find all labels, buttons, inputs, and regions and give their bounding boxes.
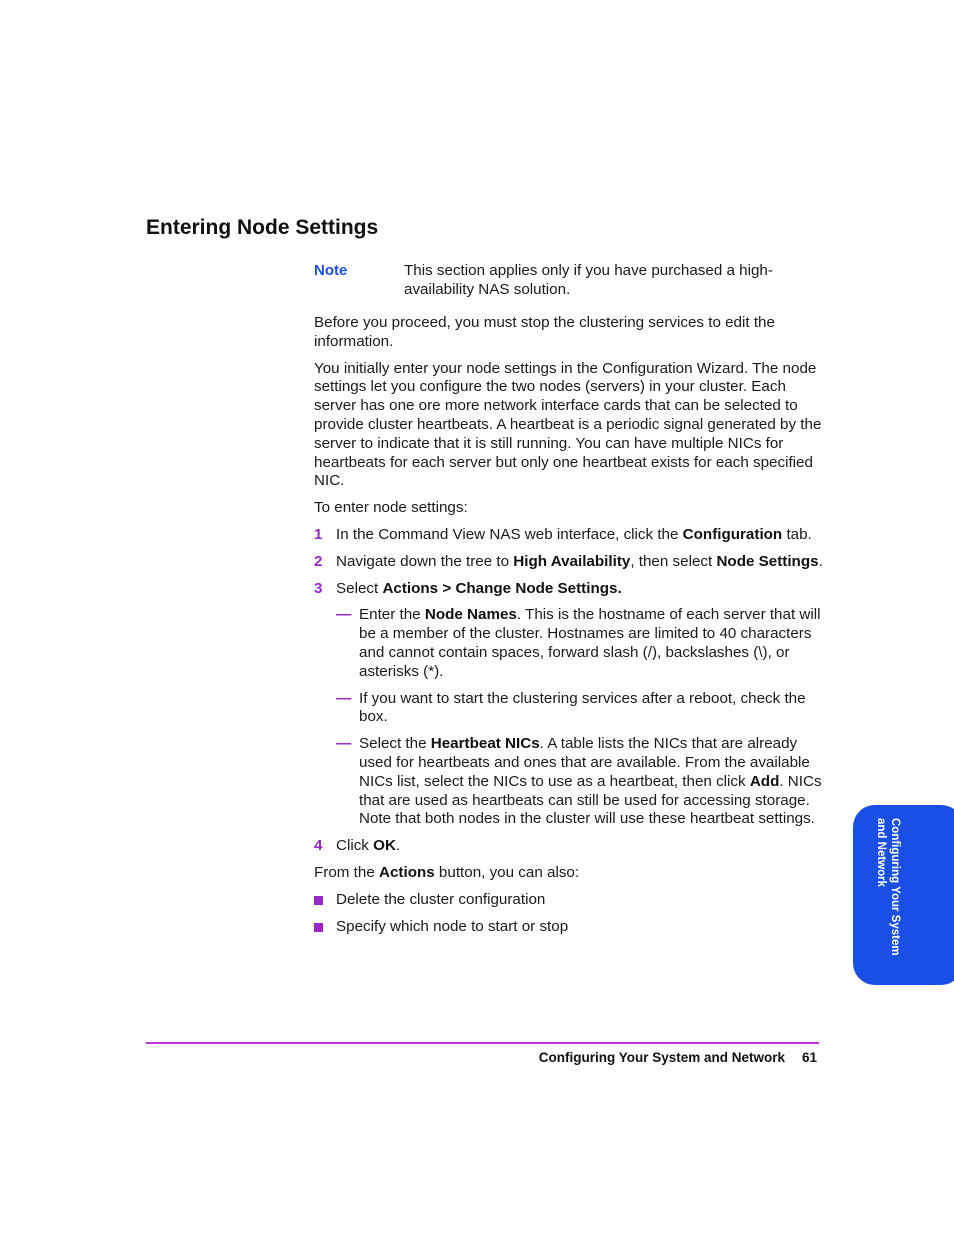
bullet-item (314, 918, 824, 937)
square-bullet-icon (314, 923, 323, 932)
paragraph-text: From the (314, 863, 379, 881)
step-bold: OK (373, 837, 396, 855)
body-content (314, 314, 824, 944)
step-2 (314, 553, 824, 572)
section-heading: Entering Node Settings (146, 216, 379, 239)
substep-bold: Node Names (424, 606, 517, 624)
step-3 (314, 580, 824, 599)
bullet-text: Delete the cluster configuration (336, 890, 546, 908)
substep-reboot (314, 690, 824, 728)
step-bold: High Availability (513, 552, 631, 570)
dash-marker: — (336, 606, 352, 624)
step-text: Click (336, 837, 374, 855)
step-bold: Actions > Change Node Settings. (382, 579, 622, 597)
step-text: . (818, 552, 823, 570)
step-1 (314, 526, 824, 545)
step-number: 2 (314, 552, 323, 570)
substep-bold: Add (749, 772, 780, 790)
step-number: 1 (314, 525, 323, 543)
dash-marker: — (336, 689, 352, 707)
step-number: 3 (314, 579, 323, 597)
bullet-text: Specify which node to start or stop (336, 917, 569, 935)
step-4 (314, 837, 824, 856)
step-text: Select (336, 579, 383, 597)
paragraph-from-actions (314, 864, 824, 883)
bullet-item (314, 891, 824, 910)
chapter-side-tab-label: Configuring Your System and Network (875, 818, 901, 956)
step-number: 4 (314, 837, 323, 855)
note-label: Note (314, 262, 348, 279)
substep-text: . A table lists the NICs that are already used for heartbeats and ones that are available. From the available NICs list, select the NICs to use as a heartbeat, then click (359, 735, 810, 790)
step-bold: Configuration (682, 525, 783, 543)
substep-text: Select the (359, 735, 431, 753)
square-bullet-icon (314, 896, 323, 905)
substep-heartbeat-nics (314, 735, 824, 829)
note-text: This section applies only if you have purchased a high-availability NAS solution. (404, 262, 773, 298)
paragraph-bold: Actions (379, 863, 435, 881)
paragraph-description: You initially enter your node settings in the Configuration Wizard. The node settings let you configure the two nodes (servers) in your cluster. Each server has one ore more network interface cards that can be selected to provide cluster heartbeats. A heartbeat is a periodic signal generated by the server to indicate that it is still running. You can have multiple NICs for heartbeats for each server but only one heartbeat exists for each specified NIC. (314, 359, 822, 490)
substep-text: Enter the (359, 606, 425, 624)
substep-text: If you want to start the clustering services after a reboot, check the box. (359, 689, 806, 726)
substep-node-names (314, 606, 824, 681)
step-text: , then select (630, 552, 717, 570)
paragraph-intro: Before you proceed, you must stop the clustering services to edit the information. (314, 314, 775, 350)
substep-bold: Heartbeat NICs (430, 735, 540, 753)
step-bold: Node Settings (716, 552, 819, 570)
paragraph-text: button, you can also: (434, 863, 580, 881)
step-text: In the Command View NAS web interface, click the (336, 525, 683, 543)
footer-page-number: 61 (802, 1050, 818, 1065)
paragraph-instructions-lead: To enter node settings: (314, 499, 468, 517)
step-text: tab. (782, 525, 812, 543)
substep-text: . NICs that are used as heartbeats can still be used for accessing storage. Note that both nodes in the cluster will use these heartbeat settings. (359, 772, 822, 828)
substep-text: . This is the hostname of each server that will be a member of the cluster. Hostnames are limited to 40 characters and cannot contain spaces, forward slash (/), backslashes (\), or asterisks (*). (359, 606, 821, 680)
footer-rule (146, 1042, 819, 1044)
dash-marker: — (336, 735, 352, 753)
footer-chapter-title: Configuring Your System and Network (538, 1050, 785, 1065)
step-text: . (395, 837, 401, 855)
step-text: Navigate down the tree to (336, 552, 514, 570)
